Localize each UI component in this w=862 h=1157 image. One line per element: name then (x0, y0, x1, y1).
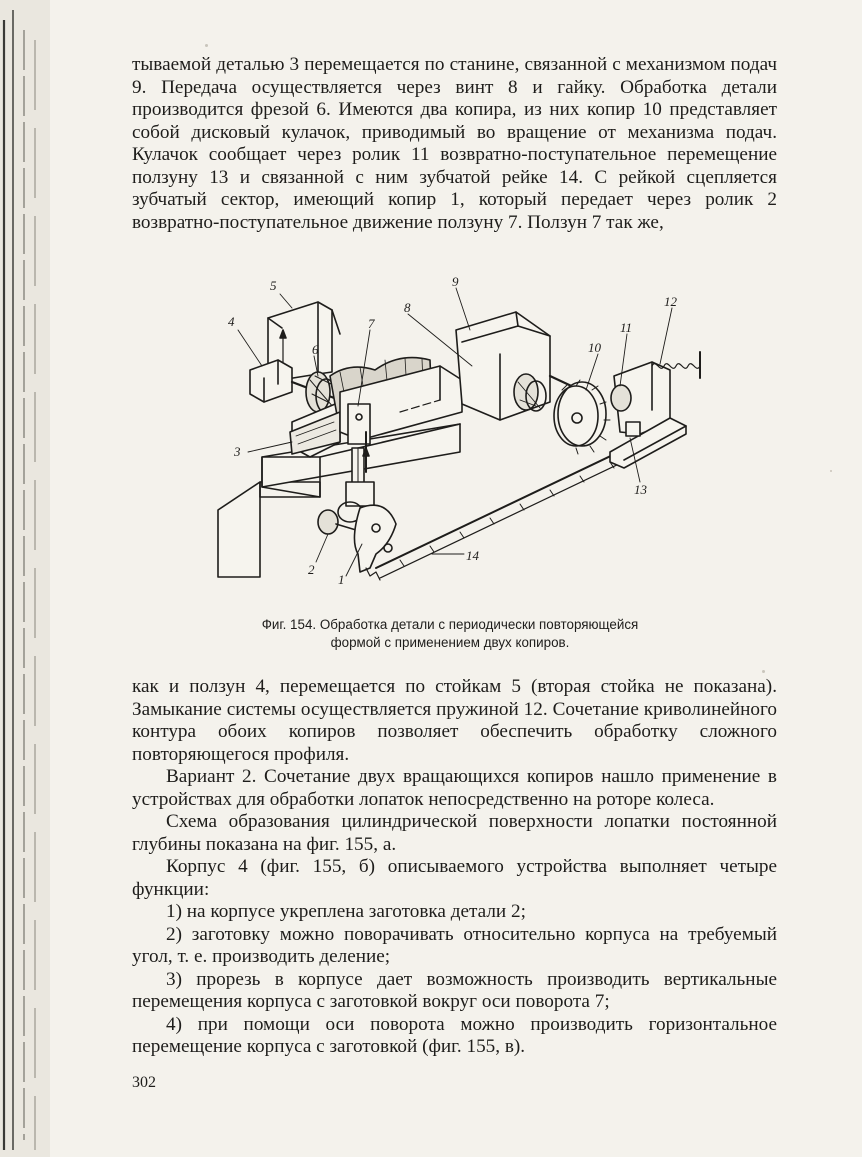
label-3: 3 (234, 444, 241, 459)
list-item: 3) прорезь в корпусе дает возможность производить вертикальные перемещения корпуса с заготовкой вокруг оси поворота 7; (132, 968, 777, 1012)
scan-speck (205, 44, 208, 47)
label-4: 4 (228, 314, 235, 329)
label-10: 10 (588, 340, 601, 355)
label-12: 12 (664, 294, 677, 309)
figure-caption (200, 616, 700, 652)
figure-154 (200, 272, 720, 602)
list-item: 2) заготовку можно поворачивать относительно корпуса на требуемый угол, т. е. производить деление; (132, 923, 777, 967)
paragraph: Вариант 2. Сочетание двух вращающихся копиров нашло применение в устройствах для обработки лопаток непосредственно на роторе колеса. (132, 766, 777, 810)
label-11: 11 (620, 320, 633, 335)
label-8: 8 (404, 300, 411, 315)
paragraph: Схема образования цилиндрической поверхности лопатки постоянной глубины показана на фиг. 155, а. (132, 811, 777, 855)
scan-binding-edge (0, 0, 50, 1157)
label-13: 13 (634, 482, 647, 497)
label-7: 7 (368, 316, 375, 331)
caption-line: Фиг. 154. Обработка детали с периодически повторяющейся (261, 617, 639, 632)
label-2: 2 (308, 562, 315, 577)
label-14: 14 (466, 548, 479, 563)
machine-drawing (200, 272, 720, 602)
label-1: 1 (338, 572, 345, 587)
scan-speck (762, 670, 765, 673)
scan-speck (830, 470, 832, 472)
paragraph: тываемой деталью 3 перемещается по станине, связанной с механизмом подач 9. Передача осуществляется через винт 8 и гайку. Обработка детали производится фрезой 6. Имеются два копира, из них копир 10 представляет собой дисковый кулачок, приводимый во вращение от механизма подач. Кулачок сообщает через ролик 11 возвратно-поступательное перемещение ползуну 13 и связанной с ним зубчатой рейке 14. С рейкой сцепляется зубчатый сектор, имеющий копир 1, который передает через ролик 2 возвратно-поступательное движение ползуну 7. Ползун 7 так же, (132, 54, 777, 233)
list-item: 4) при помощи оси поворота можно производить горизонтальное перемещение корпуса с заготовкой (фиг. 155, в). (132, 1013, 777, 1057)
list-item: 1) на корпусе укреплена заготовка детали 2; (166, 901, 526, 922)
page-number: 302 (132, 1074, 156, 1091)
copier-sector-1 (354, 505, 396, 580)
caption-line: формой с применением двух копиров. (330, 635, 570, 650)
paragraph: как и ползун 4, перемещается по стойкам 5 (вторая стойка не показана). Замыкание системы осуществляется пружиной 12. Сочетание криволинейного контура обоих копиров позволяет обеспечить обработку сложного повторяющегося профиля. (132, 676, 777, 765)
paragraph: Корпус 4 (фиг. 155, б) описываемого устройства выполняет четыре функции: (132, 856, 777, 900)
label-5: 5 (270, 278, 277, 293)
body-text-bottom (132, 676, 777, 1059)
body-text-top (132, 54, 777, 234)
cam-10 (514, 374, 610, 454)
label-6: 6 (312, 342, 319, 357)
label-9: 9 (452, 274, 459, 289)
slider-4 (250, 360, 292, 402)
machine-bed (218, 424, 460, 577)
rack-14 (376, 442, 644, 578)
